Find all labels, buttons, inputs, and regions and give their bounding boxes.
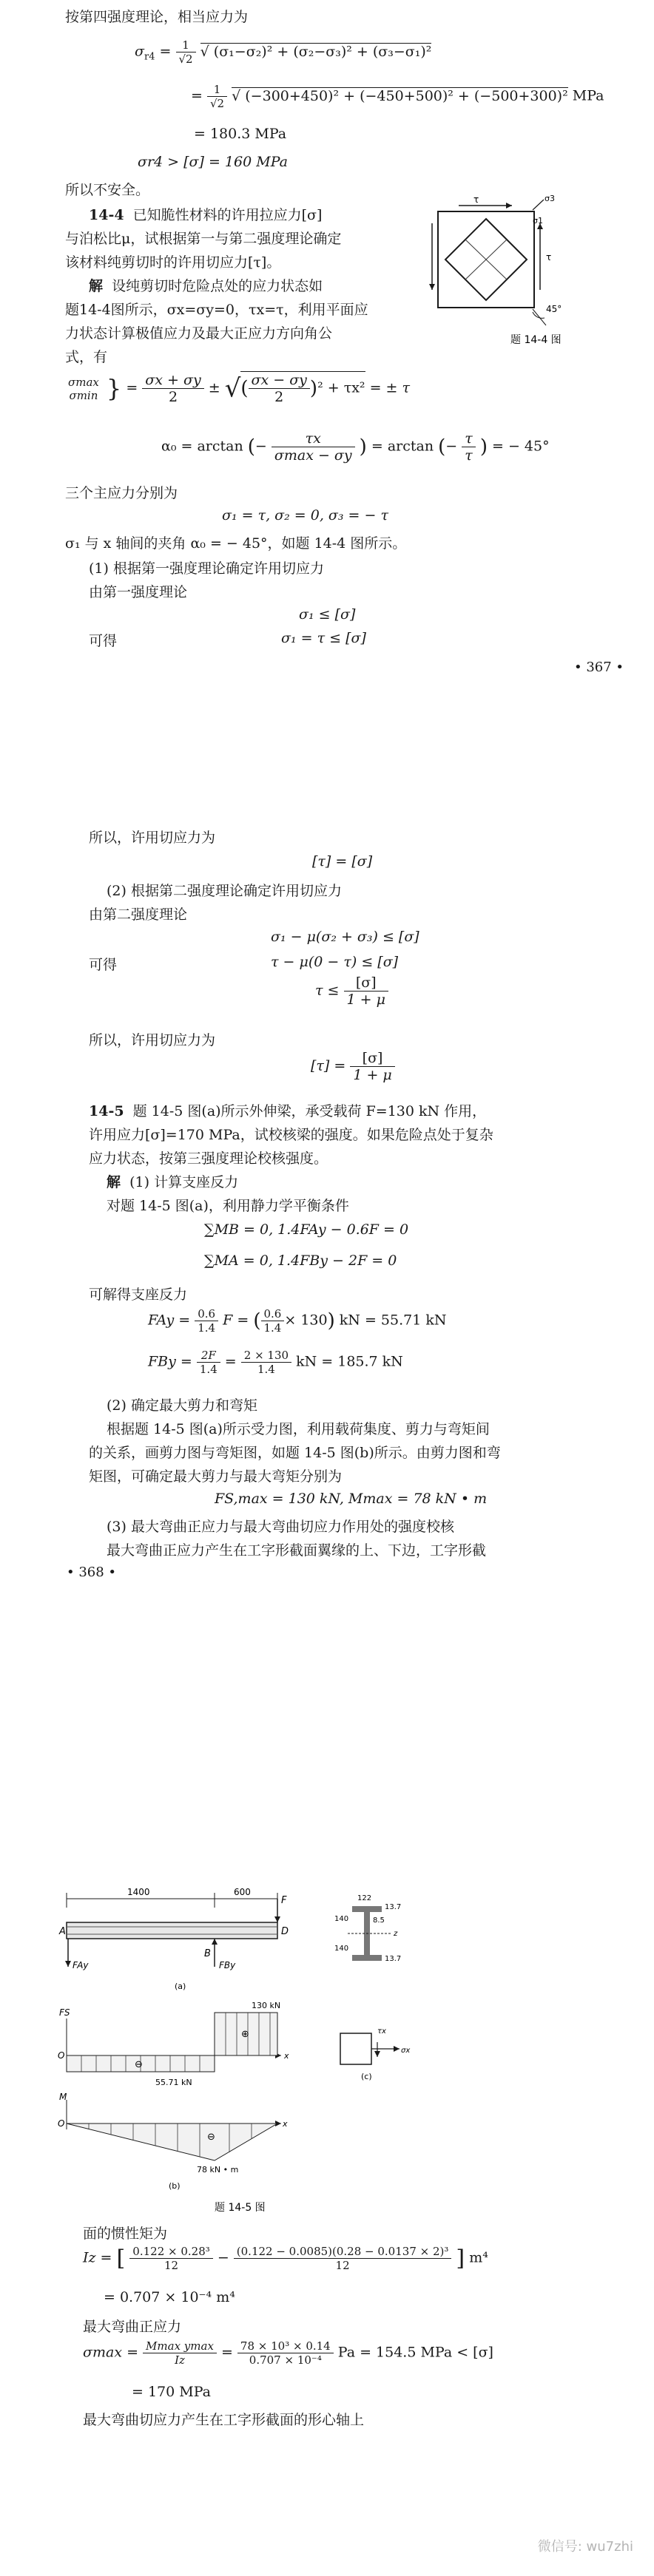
equation-tau2: [τ] = $\frac{[\sigma]}{1 + \mu}$ [311, 1050, 395, 1083]
subfig-b: (b) [169, 2181, 181, 2191]
text-line: 可解得支座反力 [89, 1287, 188, 1303]
equation-iz-result: = 0.707 × 10⁻⁴ m⁴ [104, 2289, 235, 2305]
angle-label: 45° [546, 304, 562, 314]
text-line: (3) 最大弯曲正应力与最大弯曲切应力作用处的强度校核 [107, 1519, 454, 1535]
text-line: 根据题 14-5 图(a)所示受力图，利用载荷集度、剪力与弯矩间 [107, 1421, 490, 1437]
equation-r4-general: $\sigma_{r4}$ = $\frac{1}{√2}$ √ (σ₁−σ₂)² + (σ₂−σ₃)² + (σ₃−σ₁)² [135, 38, 432, 66]
page-number: • 367 • [574, 660, 624, 675]
sigma-x-label: σx [401, 2047, 411, 2055]
equation-alpha0: α₀ = arctan (− $\frac{\tau x}{\sigma\max - \sigma y}$ ) = arctan (− $\frac{\tau}{\tau}$ ) = − 45° [161, 430, 550, 464]
equation-ma: ∑MA = 0, 1.4FBy − 2F = 0 [204, 1253, 397, 1269]
tau-x-label: τx [377, 2027, 386, 2036]
text-line: 可得 [89, 633, 118, 649]
fs-5571: 55.71 kN [155, 2078, 192, 2087]
figure-caption: 题 14-5 图 [215, 2202, 266, 2214]
axis-z: z [394, 1930, 398, 1938]
text-line: 由第一强度理论 [89, 584, 188, 600]
text-line: 许用应力[σ]=170 MPa，试校核梁的强度。如果危险点处于复杂 [89, 1127, 493, 1143]
solution-line: 解 (1) 计算支座反力 [107, 1174, 239, 1190]
dim-122: 122 [357, 1894, 372, 1902]
solution-line: 解 设纯剪切时危险点处的应力状态如 [89, 278, 323, 294]
text-line: 最大弯曲正应力 [83, 2319, 182, 2335]
equation-sigma-max-result: = 170 MPa [132, 2384, 211, 2400]
equation-cond1b: σ₁ = τ ≤ [σ] [281, 630, 366, 646]
subfig-a: (a) [175, 1982, 186, 1991]
m-axis-label: M [59, 2092, 67, 2102]
problem-14-4-line: 14-4 已知脆性材料的许用拉应力[σ] [89, 207, 323, 223]
load-f-label: F [281, 1895, 287, 1906]
tau-label: τ [473, 194, 479, 205]
subfig-c: (c) [361, 2072, 372, 2081]
equation-extreme-stress: σmax σmin } = $\frac{\sigma x + \sigma y}{2}$ ± √( $\frac{\sigma x - \sigma y}{2}$ )² + τx² = ± τ [68, 372, 411, 405]
watermark: 微信号: wu7zhi [537, 2539, 633, 2555]
m-78: 78 kN • m [197, 2165, 239, 2175]
equation-cond2b: τ − μ(0 − τ) ≤ [σ] [271, 954, 399, 970]
equation-cond2: σ₁ − μ(σ₂ + σ₃) ≤ [σ] [271, 929, 419, 945]
equation-iz: Iz = [ $\frac{\text{0.122 × 0.28³}}{12}$ − $\frac{\text{(0.122 − 0.0085)(0.28 − 0.0137 × 2)³}}{12}$ ] m⁴ [83, 2245, 488, 2272]
tau-label: τ [546, 252, 552, 262]
beam [67, 1922, 277, 1939]
equation-mb: ∑MB = 0, 1.4FAy − 0.6F = 0 [204, 1221, 409, 1238]
equation-fs-m-max: FS,max = 130 kN, Mmax = 78 kN • m [215, 1491, 488, 1507]
point-b: B [204, 1948, 211, 1959]
dim-13-7-top: 13.7 [385, 1903, 402, 1911]
equation-sigma-max: σmax = $\frac{\text{Mmax ymax}}{Iz}$ = $\frac{\text{78 × 10³ × 0.14}}{\text{0.707 × 10⁻⁴}}$ Pa = 154.5 MPa < [σ] [83, 2339, 493, 2367]
text-line: 三个主应力分别为 [65, 485, 178, 501]
text-line: 应力状态，按第三强度理论校核强度。 [89, 1150, 328, 1167]
equation-fby: FBy = $\frac{2F}{1.4}$ = $\frac{2 \times 130}{1.4}$ kN = 185.7 kN [148, 1349, 403, 1376]
sigma3-label: σ3 [545, 194, 555, 203]
plus-sign: ⊕ [241, 2029, 249, 2040]
flange-top [352, 1906, 382, 1912]
text-line: 该材料纯剪切时的许用切应力[τ]。 [65, 254, 281, 271]
sigma1-label: σ1 [533, 216, 543, 226]
text-line: (2) 确定最大剪力和弯矩 [107, 1397, 257, 1414]
fs-origin: O [58, 2050, 65, 2061]
text-line: 面的惯性矩为 [83, 2226, 168, 2242]
page-number: • 368 • [67, 1565, 117, 1580]
minus-sign: ⊖ [207, 2132, 215, 2143]
equation-tau1: [τ] = [σ] [312, 853, 373, 870]
point-d: D [281, 1926, 289, 1937]
text-line: 式，有 [65, 349, 108, 365]
text-line: 按第四强度理论，相当应力为 [65, 9, 249, 25]
dim-140-bottom: 140 [334, 1945, 349, 1953]
text-line: 最大弯曲切应力产生在工字形截面的形心轴上 [83, 2412, 365, 2428]
stress-element [340, 2033, 371, 2064]
point-a: A [59, 1926, 66, 1937]
text-line: 对题 14-5 图(a)，利用静力学平衡条件 [107, 1198, 349, 1214]
text-line: 最大弯曲正应力产生在工字形截面翼缘的上、下边，工字形截 [107, 1542, 487, 1559]
text-line: 由第二强度理论 [89, 906, 188, 923]
m-origin: O [58, 2118, 65, 2129]
dim-13-7-bottom: 13.7 [385, 1955, 402, 1963]
m-x: x [283, 2119, 288, 2129]
text-line: σ₁ 与 x 轴间的夹角 α₀ = − 45°，如题 14-4 图所示。 [65, 535, 407, 552]
text-line: 可得 [89, 957, 118, 973]
figure-14-4 [422, 194, 570, 349]
flange-bottom [352, 1955, 382, 1961]
fs-axis-label: FS [59, 2007, 70, 2018]
dim-1400: 1400 [127, 1887, 150, 1897]
text-line: 题14-4图所示，σx=σy=0，τx=τ，利用平面应 [65, 302, 368, 318]
text-line: 矩图，可确定最大剪力与最大弯矩分别为 [89, 1468, 343, 1485]
text-line: 所以，许用切应力为 [89, 830, 216, 846]
equation-r4-numbers: = $\frac{1}{√2}$ √ (−300+450)² + (−450+500)² + (−500+300)² MPa [191, 83, 604, 110]
equation-r4-compare: σr4 > [σ] = 160 MPa [138, 154, 288, 170]
text-line: 的关系，画剪力图与弯矩图，如题 14-5 图(b)所示。由剪力图和弯 [89, 1445, 501, 1461]
fby-label: FBy [219, 1960, 236, 1970]
text-line: (2) 根据第二强度理论确定许用切应力 [107, 883, 342, 899]
text-line: 力状态计算极值应力及最大正应力方向角公 [65, 325, 333, 342]
equation-cond2c: τ ≤ $\frac{[\sigma]}{1 + \mu}$ [315, 975, 388, 1008]
text-line: 所以，许用切应力为 [89, 1032, 216, 1048]
minus-sign: ⊖ [135, 2059, 143, 2070]
problem-14-5-line: 14-5 题 14-5 图(a)所示外伸梁，承受载荷 F=130 kN 作用， [89, 1103, 487, 1119]
equation-fay: FAy = $\frac{0.6}{1.4}$ F = ( $\frac{0.6}{1.4}$ × 130) kN = 55.71 kN [148, 1307, 447, 1335]
fs-x: x [284, 2051, 289, 2061]
equation-cond1: σ₁ ≤ [σ] [299, 606, 356, 623]
dim-140-top: 140 [334, 1915, 349, 1923]
equation-r4-result: = 180.3 MPa [194, 126, 287, 142]
fay-label: FAy [73, 1960, 89, 1970]
figure-caption: 题 14-4 图 [510, 334, 562, 346]
equation-principal: σ₁ = τ, σ₂ = 0, σ₃ = − τ [222, 507, 388, 523]
dim-8-5: 8.5 [373, 1916, 385, 1925]
fs-130: 130 kN [252, 2001, 281, 2010]
dim-600: 600 [234, 1887, 251, 1897]
text-line: 所以不安全。 [65, 182, 150, 198]
text-line: 与泊松比μ，试根据第一与第二强度理论确定 [65, 231, 342, 247]
text-line: (1) 根据第一强度理论确定许用切应力 [89, 560, 324, 577]
